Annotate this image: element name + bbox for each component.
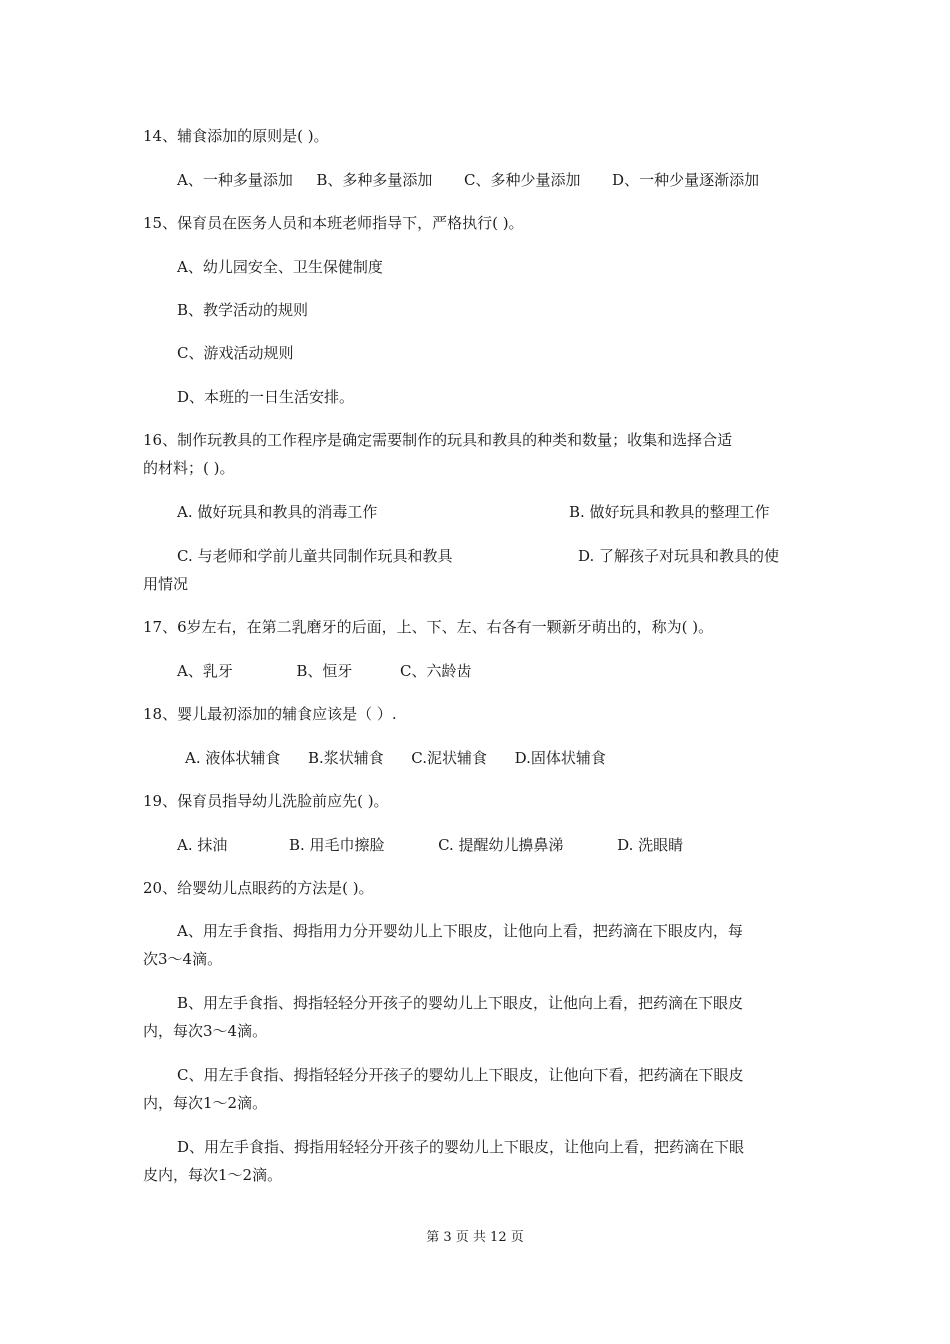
q14-option-b: B、多种多量添加 xyxy=(316,171,433,189)
q15-option-d: D、本班的一日生活安排。 xyxy=(177,388,355,406)
q20-option-a-line2: 次3～4滴。 xyxy=(143,950,223,968)
q16-option-b: B. 做好玩具和教具的整理工作 xyxy=(569,503,770,521)
question-16-stem-line2: 的材料；( )。 xyxy=(143,459,235,477)
question-18-options xyxy=(185,747,885,769)
question-16-stem-line1: 16、制作玩教具的工作程序是确定需要制作的玩具和教具的种类和数量；收集和选择合适 xyxy=(143,431,733,449)
q19-option-a: A. 抹油 xyxy=(177,836,228,854)
question-14-stem: 14、辅食添加的原则是( )。 xyxy=(143,127,329,145)
question-17-stem: 17、6岁左右，在第二乳磨牙的后面，上、下、左、右各有一颗新牙萌出的，称为( )。 xyxy=(143,618,714,636)
q16-option-d-line1: D. 了解孩子对玩具和教具的使 xyxy=(578,547,780,565)
question-15-stem: 15、保育员在医务人员和本班老师指导下，严格执行( )。 xyxy=(143,214,524,232)
q20-option-d-line1: D、用左手食指、拇指用轻轻分开孩子的婴幼儿上下眼皮，让他向上看，把药滴在下眼 xyxy=(177,1138,745,1156)
q20-option-b-line1: B、用左手食指、拇指轻轻分开孩子的婴幼儿上下眼皮，让他向上看，把药滴在下眼皮 xyxy=(177,994,744,1012)
page-number-footer: 第 3 页 共 12 页 xyxy=(426,1230,524,1245)
q15-option-b: B、教学活动的规则 xyxy=(177,301,309,319)
q19-option-d: D. 洗眼睛 xyxy=(617,836,684,854)
q20-option-c-line1: C、用左手食指、拇指轻轻分开孩子的婴幼儿上下眼皮，让他向下看，把药滴在下眼皮 xyxy=(177,1066,744,1084)
q18-option-c: C.泥状辅食 xyxy=(411,749,488,767)
q14-option-d: D、一种少量逐渐添加 xyxy=(612,171,760,189)
q20-option-b-line2: 内，每次3～4滴。 xyxy=(143,1022,268,1040)
q20-option-d-line2: 皮内，每次1～2滴。 xyxy=(143,1166,283,1184)
question-14-options xyxy=(177,169,950,191)
q18-option-a: A. 液体状辅食 xyxy=(185,749,281,767)
q16-option-c: C. 与老师和学前儿童共同制作玩具和教具 xyxy=(177,547,453,565)
q14-option-c: C、多种少量添加 xyxy=(464,171,581,189)
question-18-stem: 18、婴儿最初添加的辅食应该是（ ）. xyxy=(143,705,397,723)
q15-option-c: C、游戏活动规则 xyxy=(177,344,294,362)
q19-option-b: B. 用毛巾擦脸 xyxy=(288,836,385,854)
q15-option-a: A、幼儿园安全、卫生保健制度 xyxy=(177,258,383,276)
question-20-stem: 20、给婴幼儿点眼药的方法是( )。 xyxy=(143,879,374,897)
q17-option-b: B、恒牙 xyxy=(296,662,353,680)
q17-option-c: C、六龄齿 xyxy=(400,662,472,680)
q18-option-d: D.固体状辅食 xyxy=(514,749,606,767)
q16-option-a: A. 做好玩具和教具的消毒工作 xyxy=(177,503,378,521)
question-19-options xyxy=(177,834,950,856)
q20-option-a-line1: A、用左手食指、拇指用力分开婴幼儿上下眼皮，让他向上看，把药滴在下眼皮内，每 xyxy=(177,922,743,940)
q16-option-d-line2: 用情况 xyxy=(143,575,189,593)
q14-option-a: A、一种多量添加 xyxy=(177,171,293,189)
q17-option-a: A、乳牙 xyxy=(177,662,233,680)
question-19-stem: 19、保育员指导幼儿洗脸前应先( )。 xyxy=(143,792,389,810)
q18-option-b: B.浆状辅食 xyxy=(307,749,384,767)
q20-option-c-line2: 内，每次1～2滴。 xyxy=(143,1094,268,1112)
q19-option-c: C. 提醒幼儿擤鼻涕 xyxy=(438,836,564,854)
question-17-options xyxy=(177,660,950,682)
